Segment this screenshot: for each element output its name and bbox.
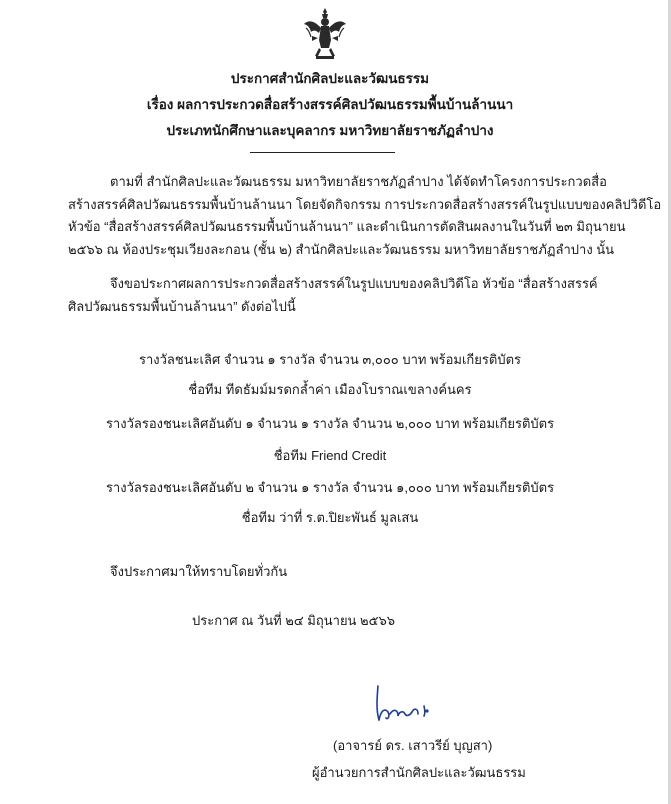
award-3-prize: รางวัลรองชนะเลิศอันดับ ๒ จำนวน ๑ รางวัล จำนวน ๑,๐๐๐ บาท พร้อมเกียรติบัตร <box>105 480 555 495</box>
para2-line-1: จึงขอประกาศผลการประกวดสื่อสร้างสรรค์ในรูปแบบของคลิปวิดีโอ หัวข้อ “สื่อสร้างสรรค์ <box>110 276 598 291</box>
para1-line-4: ๒๕๖๖ ณ ห้องประชุมเวียงละกอน (ชั้น ๒) สำนักศิลปะและวัฒนธรรม มหาวิทยาลัยราชภัฏลำปาง นั้น <box>68 242 615 257</box>
para1-line-2: สร้างสรรค์ศิลปวัฒนธรรมพื้นบ้านล้านนา โดยจัดกิจกรรม การประกวดสื่อสร้างสรรค์ในรูปแบบของคลิปวิดีโอ <box>68 197 662 212</box>
award-2-prize: รางวัลรองชนะเลิศอันดับ ๑ จำนวน ๑ รางวัล จำนวน ๒,๐๐๐ บาท พร้อมเกียรติบัตร <box>105 416 555 431</box>
announcement-date: ประกาศ ณ วันที่ ๒๔ มิถุนายน ๒๕๖๖ <box>192 613 395 628</box>
para1-line-1: ตามที่ สำนักศิลปะและวัฒนธรรม มหาวิทยาลัยราชภัฏลำปาง ได้จัดทำโครงการประกวดสื่อ <box>110 174 607 189</box>
award-1-team: ชื่อทีม ทีดธัมม์มรดกล้ำค่า เมืองโบราณเขลางค์นคร <box>188 382 472 397</box>
signatory-name: (อาจารย์ ดร. เสาวรีย์ บุญสา) <box>333 738 493 753</box>
award-2-team: ชื่อทีม Friend Credit <box>273 448 387 463</box>
title-line-1: ประกาศสำนักศิลปะและวัฒนธรรม <box>230 71 430 86</box>
title-line-2: เรื่อง ผลการประกวดสื่อสร้างสรรค์ศิลปวัฒนธรรมพื้นบ้านล้านนา <box>146 97 514 112</box>
award-1-prize: รางวัลชนะเลิศ จำนวน ๑ รางวัล จำนวน ๓,๐๐๐ บาท พร้อมเกียรติบัตร <box>138 352 522 367</box>
para2-line-2: ศิลปวัฒนธรรมพื้นบ้านล้านนา” ดังต่อไปนี้ <box>68 299 296 314</box>
closing-announce: จึงประกาศมาให้ทราบโดยทั่วกัน <box>110 564 288 579</box>
title-line-3: ประเภทนักศึกษาและบุคลากร มหาวิทยาลัยราชภัฏลำปาง <box>166 123 494 138</box>
signatory-position: ผู้อำนวยการสำนักศิลปะและวัฒนธรรม <box>312 765 526 780</box>
handwritten-signature-icon <box>372 680 432 726</box>
garuda-emblem-icon <box>302 6 348 62</box>
para1-line-3: หัวข้อ “สื่อสร้างสรรค์ศิลปวัฒนธรรมพื้นบ้านล้านนา” และดำเนินการตัดสินผลงานในวันที่ ๒๓ มิถุนายน <box>68 219 626 234</box>
title-divider <box>250 152 395 153</box>
announcement-title <box>40 66 620 144</box>
award-3-team: ชื่อทีม ว่าที่ ร.ต.ปิยะพันธ์ มูลเสน <box>241 510 419 525</box>
